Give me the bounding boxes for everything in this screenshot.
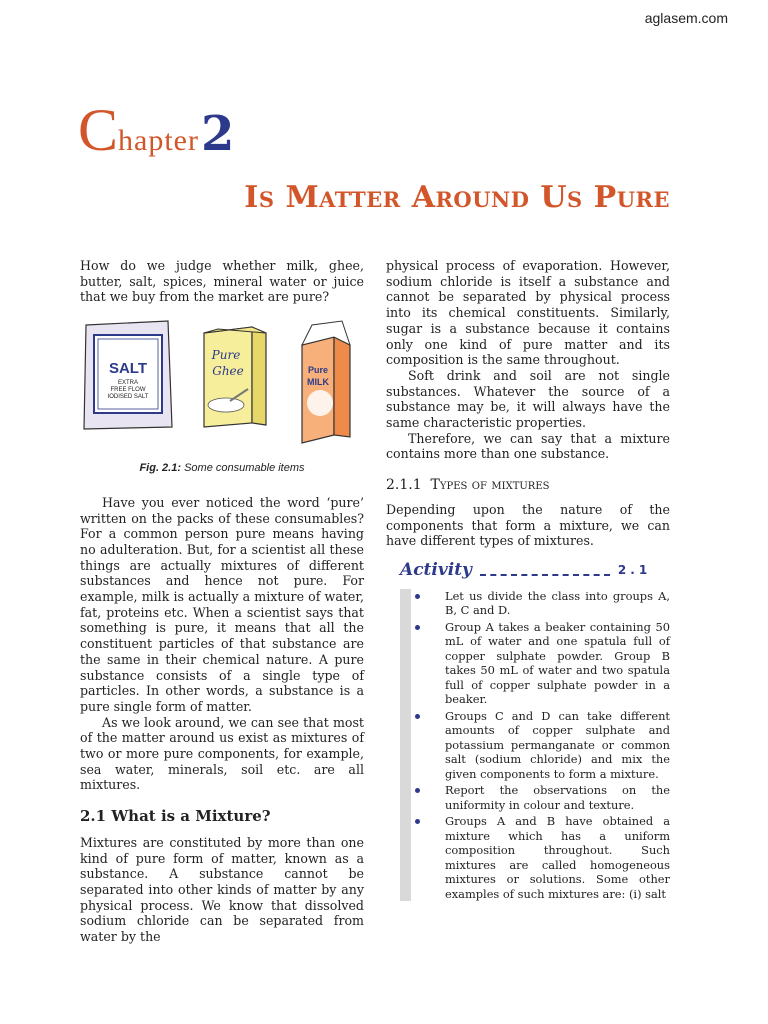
figure-caption-label: Fig. 2.1: <box>139 462 182 475</box>
activity-item: Report the observations on the uniformity in colour and texture. <box>445 783 670 812</box>
ghee-line1: Pure <box>211 348 241 363</box>
activity-list <box>400 589 670 902</box>
left-column <box>80 258 364 945</box>
salt-line2: EXTRA <box>117 380 139 387</box>
salt-packet-image <box>84 321 172 429</box>
watermark: aglasem.com <box>644 10 728 26</box>
salt-line4: IODISED SALT <box>107 394 149 401</box>
activity-box <box>386 589 670 902</box>
figure-caption-text: Some consumable items <box>184 462 305 475</box>
chapter-prefix-initial: C <box>78 97 119 163</box>
milk-carton-image <box>302 321 350 443</box>
consumables-illustration <box>80 319 364 449</box>
chapter-heading <box>78 97 235 163</box>
activity-item: Groups C and D can take different amounts of copper sulphate and potassium permanganate or common salt (sodium chloride) and mix the given components to form a mixture. <box>445 708 670 781</box>
paragraph-evaporation: physical process of evaporation. However, sodium chloride is itself a substance and cannot be separated by physical process into its chemical constituents. Similarly, sugar is a substance because it contains only one kind of pure matter and its composition is the same throughout. <box>386 258 670 368</box>
paragraph-therefore: Therefore, we can say that a mixture contains more than one substance. <box>386 430 670 462</box>
intro-paragraph: How do we judge whether milk, ghee, butter, salt, spices, mineral water or juice that we buy from the market are pure? <box>80 258 364 305</box>
salt-label: SALT <box>108 360 148 378</box>
section-heading-mixture: 2.1 What is a Mixture? <box>80 807 271 826</box>
subsection-heading <box>386 478 670 494</box>
chapter-title: Is Matter Around Us Pure <box>244 180 670 215</box>
paragraph-pure-meaning: Have you ever noticed the word ‘pure’ written on the packs of these consumables? For a common person pure means having no adulteration. But, for a scientist all these things are actually mixtures of different substances and hence not pure. For example, milk is actually a mixture of water, fat, proteins etc. When a scientist says that something is pure, it means that all the constituent particles of that substance are the same in their chemical nature. A pure substance consists of a single type of particles. In other words, a substance is a pure single form of matter. <box>80 494 364 714</box>
subsection-number: 2.1.1 <box>386 477 422 494</box>
activity-heading <box>400 559 670 580</box>
paragraph-mixtures-definition: Mixtures are constituted by more than one kind of pure form of matter, known as a substance. A substance cannot be separated into other kinds of matter by any physical process. We know that dissolved sodium chloride can be separated from water by the <box>80 834 364 945</box>
milk-line2: MILK <box>307 377 329 388</box>
milk-line1: Pure <box>307 365 329 376</box>
activity-dash-rule <box>480 566 610 576</box>
paragraph-mixtures-around: As we look around, we can see that most of the matter around us exist as mixtures of two or more pure components, for example, sea water, minerals, soil etc. are all mixtures. <box>80 714 364 793</box>
salt-line3: FREE FLOW <box>110 387 146 394</box>
activity-item: Groups A and B have obtained a mixture which has a uniform composition throughout. Such mixtures are called homogeneous mixtures or solutions. Some other examples of such mixtures are: (i) salt <box>445 814 670 901</box>
activity-number: 2.1 <box>617 562 652 577</box>
activity-side-bar <box>400 589 411 902</box>
chapter-number: 2 <box>201 106 235 162</box>
paragraph-types: Depending upon the nature of the components that form a mixture, we can have different types of mixtures. <box>386 501 670 549</box>
ghee-box-image <box>204 327 266 427</box>
activity-item: Group A takes a beaker containing 50 mL of water and one spatula full of copper sulphate powder. Group B takes 50 mL of water and two spatula full of copper sulphate powder in a beaker. <box>445 619 670 707</box>
activity-item: Let us divide the class into groups A, B, C and D. <box>445 588 670 618</box>
ghee-line2: Ghee <box>212 364 244 379</box>
activity-label: Activity <box>400 559 472 580</box>
chapter-prefix-rest: hapter <box>118 124 199 157</box>
right-column <box>386 258 670 903</box>
paragraph-soft-drink: Soft drink and soil are not single substances. Whatever the source of a substance may be, it will always have the same characteristic properties. <box>386 367 670 431</box>
figure-consumables <box>80 319 364 449</box>
subsection-title: Types of mixtures <box>430 477 550 494</box>
figure-caption <box>80 461 364 477</box>
